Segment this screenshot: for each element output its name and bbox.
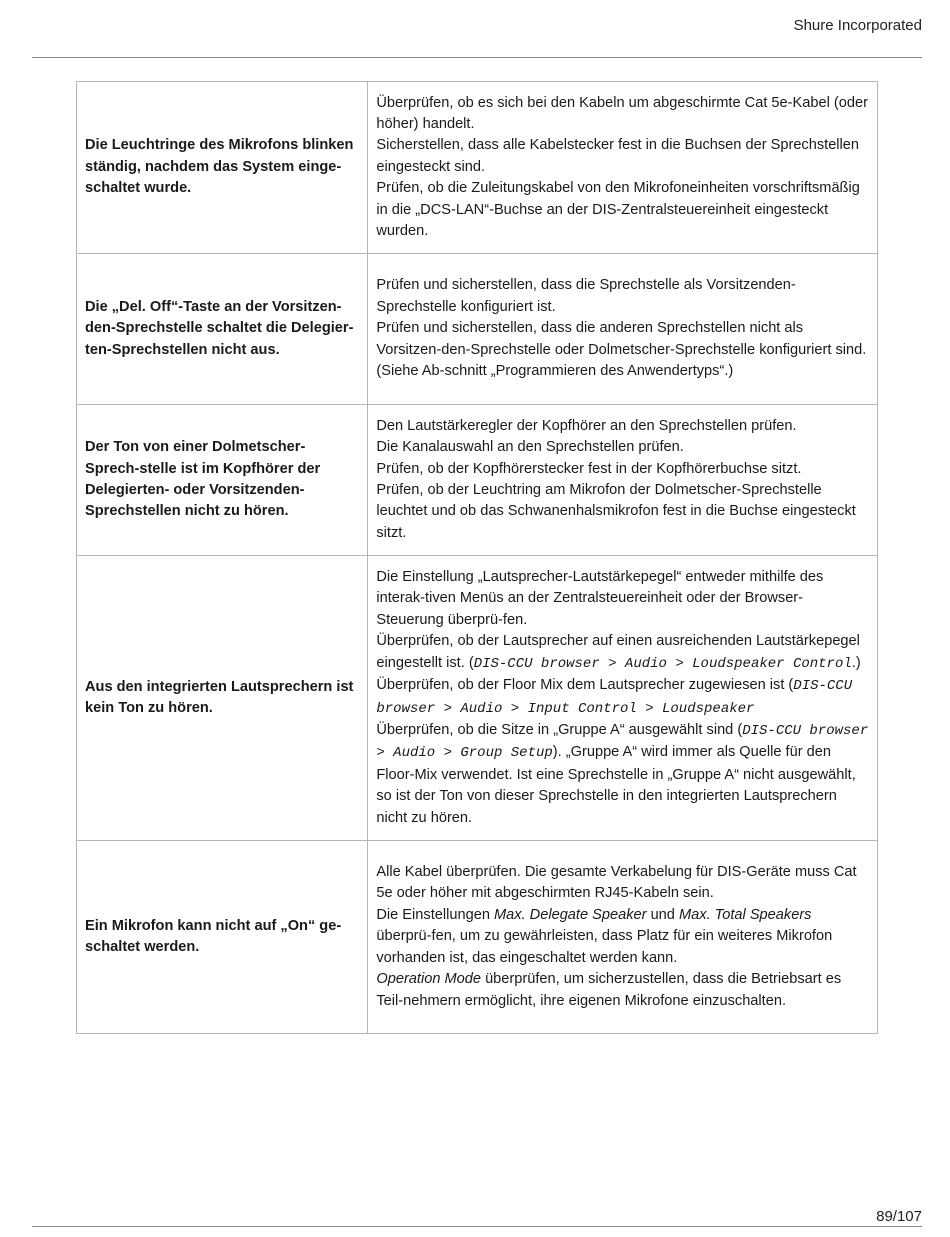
problem-cell: Aus den integrierten Lautsprechern ist kein Ton zu hören. bbox=[77, 556, 368, 841]
header-rule bbox=[32, 57, 922, 58]
solution-cell bbox=[368, 556, 878, 841]
setting-name: Operation Mode bbox=[376, 971, 482, 988]
table-row bbox=[77, 841, 878, 1034]
solution-line bbox=[376, 675, 869, 720]
solution-line bbox=[376, 905, 869, 969]
solution-cell bbox=[368, 254, 878, 405]
table-row bbox=[77, 82, 878, 254]
solution-text: Überprüfen, ob der Lautsprecher auf einen ausreichenden Lautstärkepegel eingestellt ist. ( bbox=[376, 633, 860, 671]
solution-line: Prüfen und sicherstellen, dass die Sprechstelle als Vorsitzenden-Sprechstelle konfiguriert ist. bbox=[376, 277, 796, 315]
menu-path: DIS-CCU browser > Audio > Input Control > Loudspeaker bbox=[376, 678, 853, 717]
solution-line: Alle Kabel überprüfen. Die gesamte Verkabelung für DIS-Geräte muss Cat 5e oder höher mit abgeschirmten RJ45-Kabeln sein. bbox=[376, 864, 857, 902]
setting-name: Max. Total Speakers bbox=[678, 906, 812, 923]
table-row bbox=[77, 556, 878, 841]
solution-cell bbox=[368, 841, 878, 1034]
page-number: 89/107 bbox=[876, 1208, 922, 1225]
solution-cell bbox=[368, 82, 878, 254]
solution-line: Prüfen und sicherstellen, dass die anderen Sprechstellen nicht als Vorsitzen-den-Sprechstelle oder Dolmetscher-Sprechstelle konfiguriert sind. (Siehe Ab-schnitt „Programmieren des Anwendertyps“.) bbox=[376, 320, 867, 380]
solution-line: Die Einstellung „Lautsprecher-Lautstärkepegel“ entweder mithilfe des interak-tiven Menüs an der Zentralsteuereinheit oder der Browser-Steuerung überprü-fen. bbox=[376, 569, 824, 628]
troubleshooting-table bbox=[76, 81, 878, 1034]
solution-line bbox=[376, 969, 869, 1012]
solution-line: Sicherstellen, dass alle Kabelstecker fest in die Buchsen der Sprechstellen eingesteckt sind. bbox=[376, 137, 860, 175]
problem-cell: Die Leuchtringe des Mikrofons blinken ständig, nachdem das System einge-schaltet wurde. bbox=[77, 82, 368, 254]
setting-name: Max. Delegate Speaker bbox=[494, 906, 647, 923]
solution-line bbox=[376, 631, 869, 675]
solution-text: Überprüfen, ob der Floor Mix dem Lautsprecher zugewiesen ist ( bbox=[376, 677, 794, 694]
solution-line: Den Lautstärkeregler der Kopfhörer an den Sprechstellen prüfen. bbox=[376, 417, 797, 434]
table-row bbox=[77, 254, 878, 405]
solution-text: Überprüfen, ob die Sitze in „Gruppe A“ ausgewählt sind ( bbox=[376, 721, 743, 738]
solution-text: .) bbox=[851, 654, 861, 671]
header-company: Shure Incorporated bbox=[793, 17, 922, 34]
menu-path: DIS-CCU browser > Audio > Loudspeaker Control bbox=[473, 655, 852, 672]
problem-cell: Ein Mikrofon kann nicht auf „On“ ge-schaltet werden. bbox=[77, 841, 368, 1034]
problem-cell: Die „Del. Off“-Taste an der Vorsitzen-den-Sprechstelle schaltet die Delegier-ten-Sprechstellen nicht aus. bbox=[77, 254, 368, 405]
problem-cell: Der Ton von einer Dolmetscher-Sprech-stelle ist im Kopfhörer der Delegierten- oder Vorsitzenden-Sprechstellen nicht zu hören. bbox=[77, 405, 368, 556]
solution-line bbox=[376, 720, 869, 829]
solution-cell bbox=[368, 405, 878, 556]
solution-text: und bbox=[646, 906, 679, 923]
menu-path: DIS-CCU browser > Audio > Group Setup bbox=[376, 722, 869, 762]
solution-line: Prüfen, ob der Kopfhörerstecker fest in der Kopfhörerbuchse sitzt. bbox=[376, 460, 802, 477]
solution-text: Die Einstellungen bbox=[376, 906, 494, 923]
solution-line: Prüfen, ob der Leuchtring am Mikrofon der Dolmetscher-Sprechstelle leuchtet und ob das Schwanenhalsmikrofon fest in die Buchse eingesteckt sitzt. bbox=[376, 482, 856, 541]
solution-text: überprüfen, um sicherzustellen, dass die Betriebsart es Teil-nehmern ermöglicht, ihre eigenen Mikrofone einzuschalten. bbox=[376, 971, 842, 1009]
solution-text: ). „Gruppe A“ wird immer als Quelle für den Floor-Mix verwendet. Ist eine Sprechstelle in „Gruppe A“ nicht ausgewählt, so ist der Ton von dieser Sprechstelle in den integrierten Lautsprechern nicht zu hören. bbox=[376, 744, 856, 826]
solution-line: Überprüfen, ob es sich bei den Kabeln um abgeschirmte Cat 5e-Kabel (oder höher) handelt. bbox=[376, 94, 868, 132]
solution-line: Prüfen, ob die Zuleitungskabel von den Mikrofoneinheiten vorschriftsmäßig in die „DCS-LAN“-Buchse an der DIS-Zentralsteuereinheit eingesteckt wurden. bbox=[376, 180, 860, 240]
table-row bbox=[77, 405, 878, 556]
solution-text: überprü-fen, um zu gewährleisten, dass Platz für ein weiteres Mikrofon vorhanden ist, das eingeschaltet werden kann. bbox=[376, 928, 833, 966]
solution-line: Die Kanalauswahl an den Sprechstellen prüfen. bbox=[376, 439, 684, 456]
footer-rule bbox=[32, 1226, 922, 1227]
